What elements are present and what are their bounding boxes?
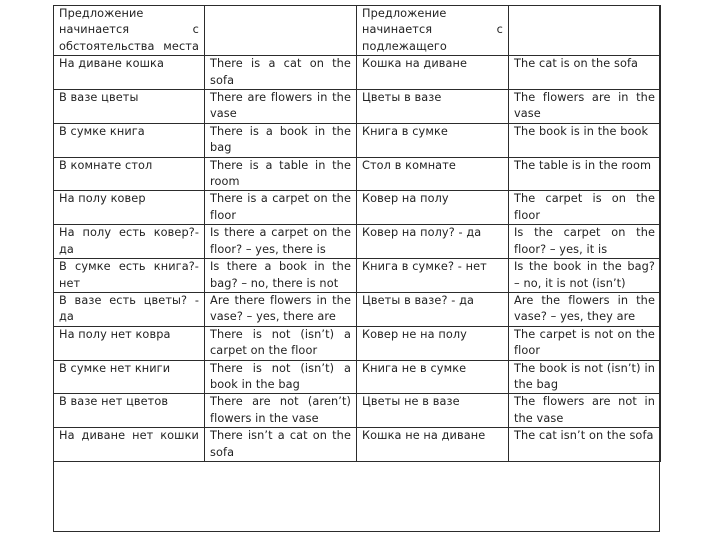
header-cell-subject: Предложение начинается с подлежащего (357, 6, 509, 56)
english-there-is-cell: There is not (isn’t) a book in the bag (205, 360, 357, 394)
english-subject-cell: Is the carpet on the floor? – yes, it is (509, 225, 661, 259)
english-subject-cell: The cat isn’t on the sofa (509, 428, 661, 462)
table-row (54, 360, 661, 394)
english-there-is-cell: There is not (isn’t) a carpet on the floor (205, 326, 357, 360)
russian-subject-cell: Кошка на диване (357, 56, 509, 90)
english-there-is-cell: There is a book in the bag (205, 123, 357, 157)
english-there-is-cell: There are not (aren’t) flowers in the vase (205, 394, 357, 428)
table-row (54, 225, 661, 259)
table-row (54, 157, 661, 191)
english-subject-cell: The cat is on the sofa (509, 56, 661, 90)
table-row (54, 90, 661, 124)
russian-adverbial-cell: В сумке нет книги (54, 360, 205, 394)
english-subject-cell: Is the book in the bag? – no, it is not (isn’t) (509, 259, 661, 293)
table-row (54, 123, 661, 157)
header-cell-empty (509, 6, 661, 56)
english-subject-cell: The flowers are in the vase (509, 90, 661, 124)
english-subject-cell: The carpet is on the floor (509, 191, 661, 225)
russian-subject-cell: Книга в сумке (357, 123, 509, 157)
table-row (54, 292, 661, 326)
russian-adverbial-cell: В сумке есть книга?- нет (54, 259, 205, 293)
russian-subject-cell: Ковер на полу (357, 191, 509, 225)
english-subject-cell: The book is in the book (509, 123, 661, 157)
english-there-is-cell: Is there a book in the bag? – no, there is not (205, 259, 357, 293)
table-row (54, 56, 661, 90)
russian-adverbial-cell: В комнате стол (54, 157, 205, 191)
russian-adverbial-cell: В вазе цветы (54, 90, 205, 124)
header-cell-empty (205, 6, 357, 56)
english-there-is-cell: There are flowers in the vase (205, 90, 357, 124)
english-there-is-cell: There is a table in the room (205, 157, 357, 191)
there-is-there-are-table (53, 5, 661, 462)
english-subject-cell: The carpet is not on the floor (509, 326, 661, 360)
russian-adverbial-cell: В вазе нет цветов (54, 394, 205, 428)
russian-adverbial-cell: В вазе есть цветы? - да (54, 292, 205, 326)
russian-subject-cell: Книга в сумке? - нет (357, 259, 509, 293)
english-subject-cell: Are the flowers in the vase? – yes, they are (509, 292, 661, 326)
russian-adverbial-cell: На полу ковер (54, 191, 205, 225)
russian-subject-cell: Кошка не на диване (357, 428, 509, 462)
english-there-is-cell: There is a carpet on the floor (205, 191, 357, 225)
table-row (54, 428, 661, 462)
russian-adverbial-cell: На диване нет кошки (54, 428, 205, 462)
russian-adverbial-cell: В сумке книга (54, 123, 205, 157)
grammar-table-sheet (53, 5, 660, 532)
english-subject-cell: The table is in the room (509, 157, 661, 191)
table-row (54, 326, 661, 360)
russian-subject-cell: Ковер не на полу (357, 326, 509, 360)
russian-subject-cell: Цветы не в вазе (357, 394, 509, 428)
russian-adverbial-cell: На полу нет ковра (54, 326, 205, 360)
english-there-is-cell: Is there a carpet on the floor? – yes, there is (205, 225, 357, 259)
russian-adverbial-cell: На диване кошка (54, 56, 205, 90)
russian-subject-cell: Ковер на полу? - да (357, 225, 509, 259)
table-row (54, 191, 661, 225)
english-subject-cell: The flowers are not in the vase (509, 394, 661, 428)
english-subject-cell: The book is not (isn’t) in the bag (509, 360, 661, 394)
russian-adverbial-cell: На полу есть ковер?- да (54, 225, 205, 259)
english-there-is-cell: There isn’t a cat on the sofa (205, 428, 357, 462)
russian-subject-cell: Цветы в вазе? - да (357, 292, 509, 326)
table-row (54, 259, 661, 293)
header-cell-adverbial: Предложение начинается с обстоятельства места (54, 6, 205, 56)
russian-subject-cell: Цветы в вазе (357, 90, 509, 124)
header-row (54, 6, 661, 56)
english-there-is-cell: There is a cat on the sofa (205, 56, 357, 90)
table-row (54, 394, 661, 428)
russian-subject-cell: Книга не в сумке (357, 360, 509, 394)
russian-subject-cell: Стол в комнате (357, 157, 509, 191)
english-there-is-cell: Are there flowers in the vase? – yes, there are (205, 292, 357, 326)
